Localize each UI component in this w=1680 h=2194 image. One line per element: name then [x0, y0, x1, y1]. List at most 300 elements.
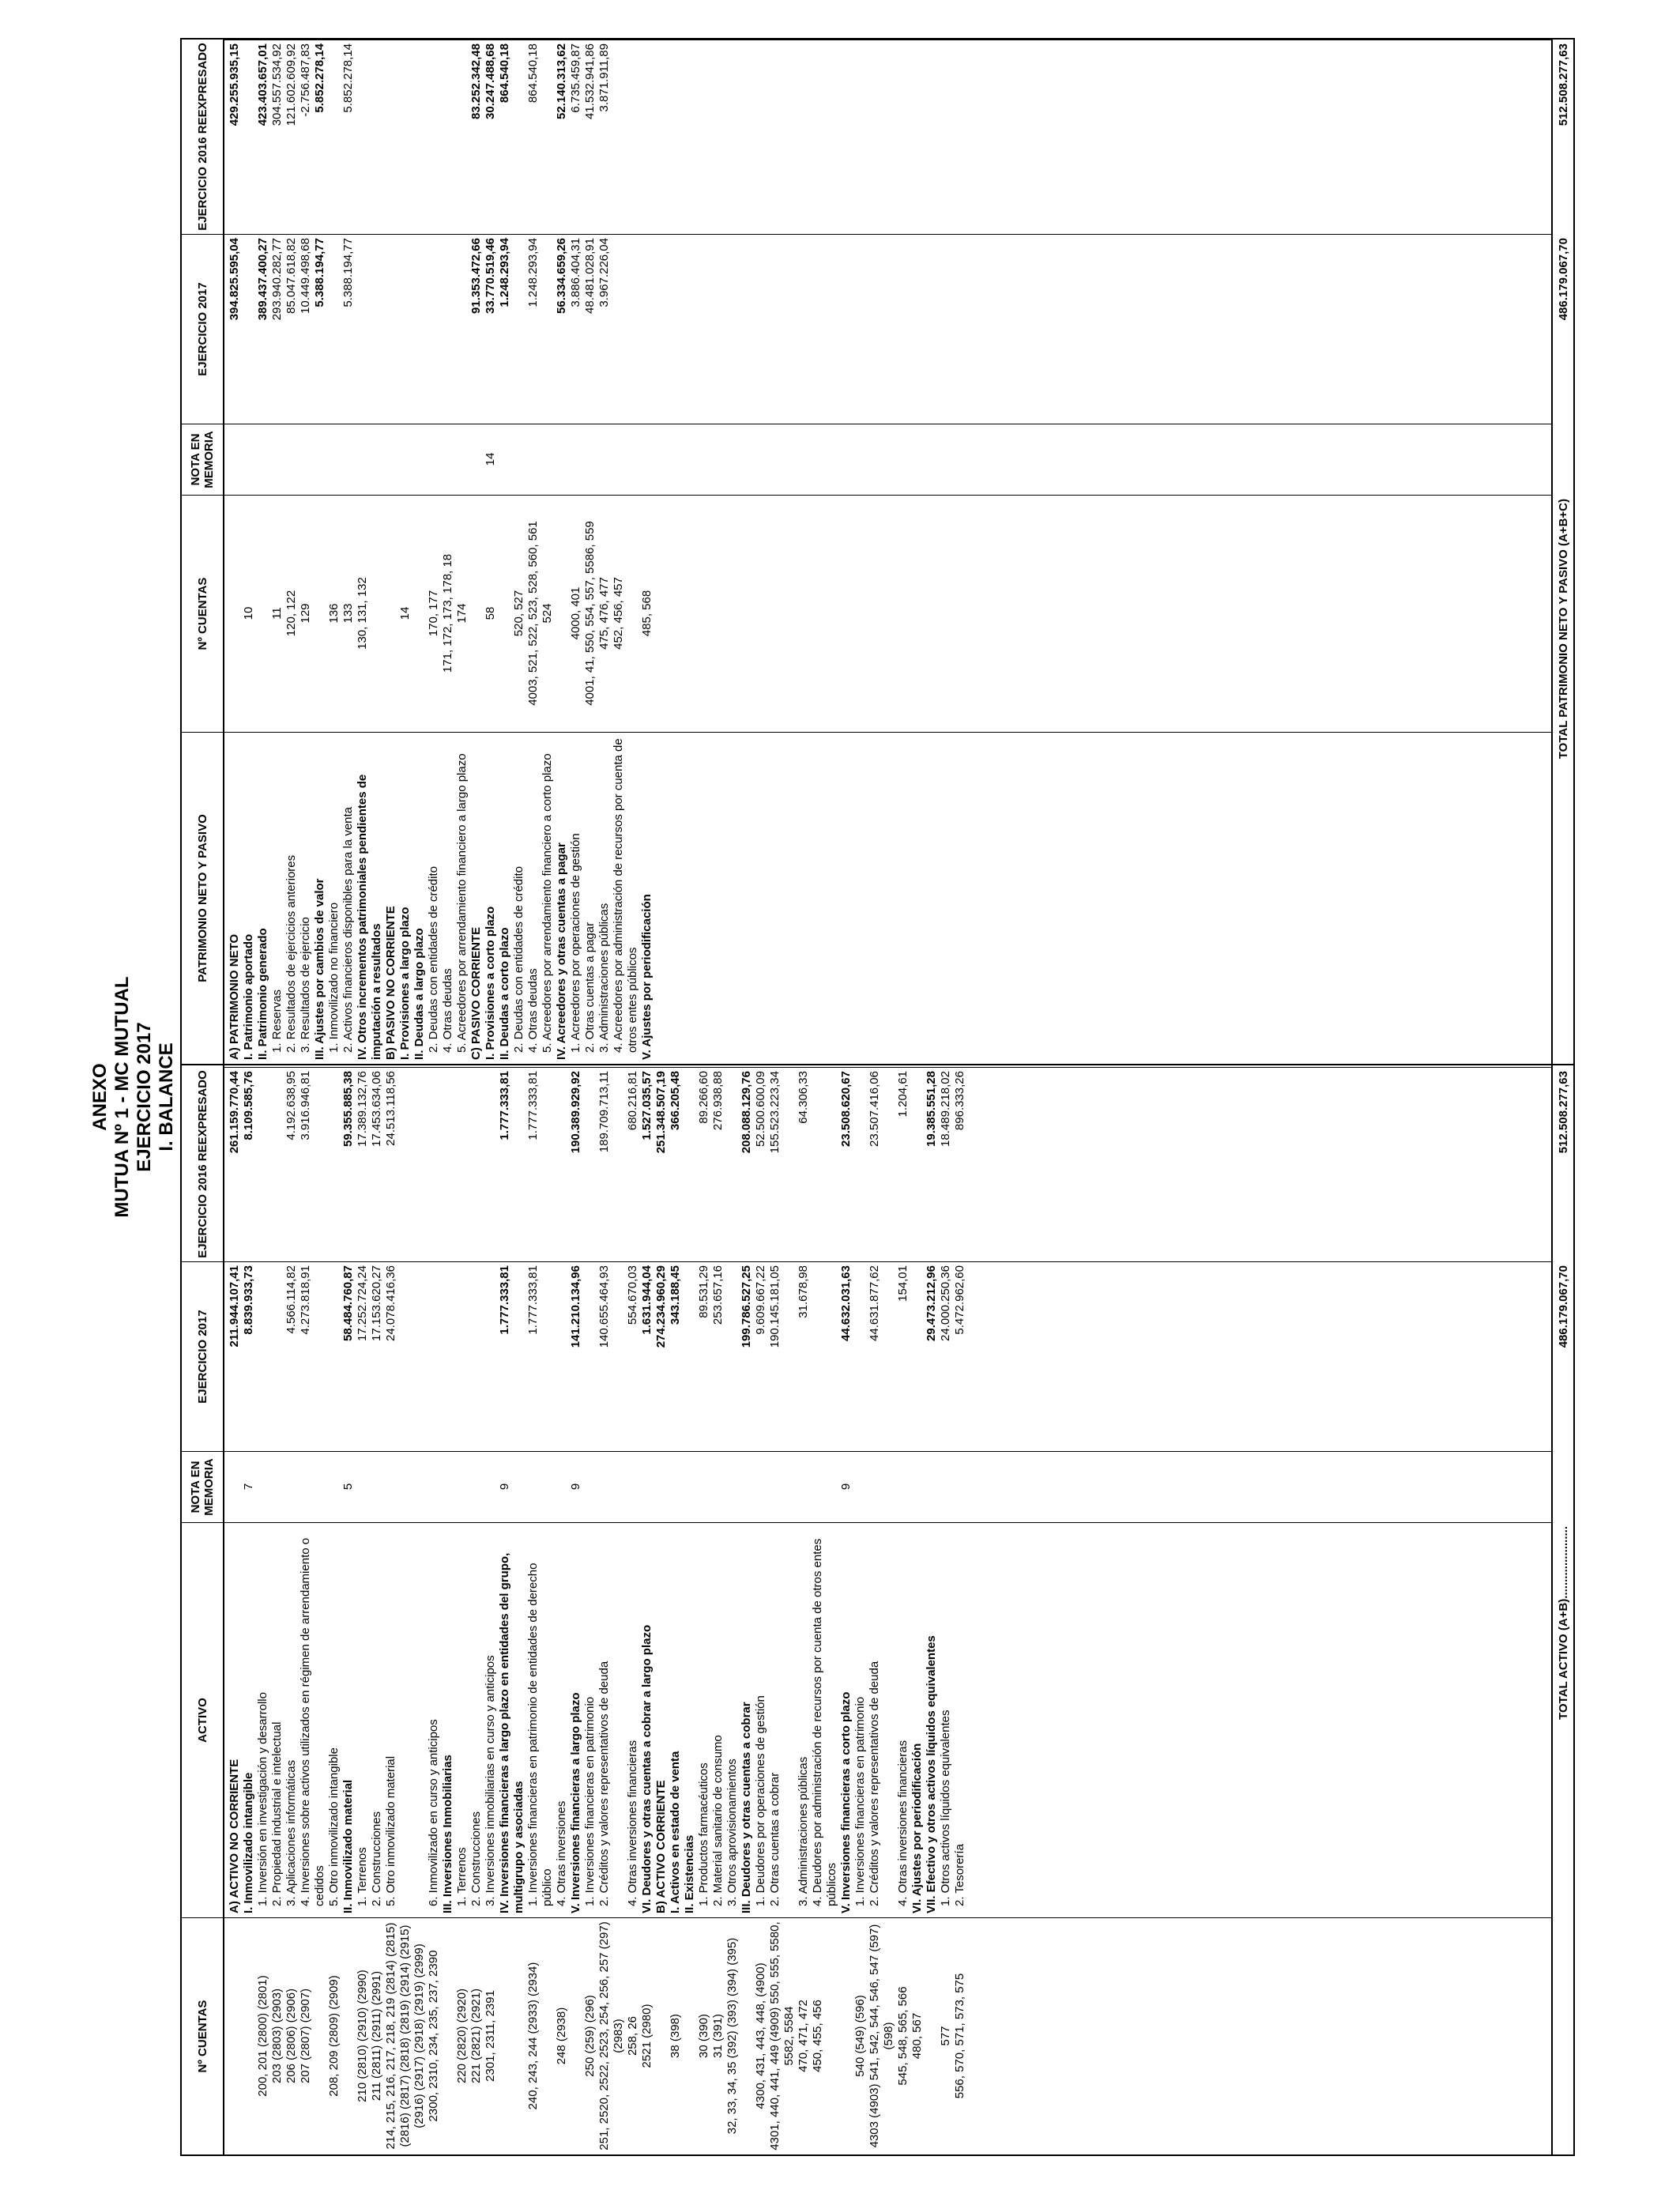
table-row — [455, 1065, 469, 2154]
value-2017: 5.388.194,77 — [313, 238, 326, 307]
note-ref — [768, 1451, 797, 1522]
pasivo-header-concepto: PATRIMONIO NETO Y PASIVO — [182, 732, 223, 1064]
note-ref — [498, 424, 512, 495]
table-row — [484, 40, 498, 1064]
value-2016: 23.507.416,06 — [868, 1071, 881, 1147]
value-2016: -2.756.487,83 — [299, 43, 312, 117]
note-ref — [270, 1451, 284, 1522]
line-item-label: 2. Deudas con entidades de crédito — [512, 866, 525, 1053]
table-row — [555, 1065, 569, 2154]
value-2016: 64.306,33 — [797, 1071, 810, 1124]
line-item-label: 1. Inversiones financieras en patrimonio de entidades de derecho público — [526, 1563, 554, 1906]
line-item-label: IV. Acreedores y otras cuentas a pagar — [555, 843, 568, 1060]
note-ref — [299, 1451, 327, 1522]
table-row — [697, 1065, 711, 2154]
value-2016 — [327, 1067, 341, 1261]
account-codes — [498, 495, 512, 732]
value-2016: 189.709.713,11 — [597, 1071, 611, 1153]
value-2017: 44.632.031,63 — [839, 1265, 853, 1341]
note-ref — [569, 424, 583, 495]
value-2017: 1.777.333,81 — [526, 1265, 540, 1335]
line-item-label: III. Deudores y otras cuentas a cobrar — [740, 1702, 753, 1913]
table-row — [925, 1065, 939, 2154]
value-2017 — [441, 234, 455, 424]
line-item-label: 3. Administraciones públicas — [597, 903, 611, 1053]
value-2017: 85.047.618,82 — [284, 238, 298, 314]
pasivo-rows — [228, 40, 654, 1064]
line-item-label: IV. Otros incrementos patrimoniales pendientes de imputación a resultados — [356, 774, 383, 1060]
table-row — [228, 40, 242, 1064]
table-row — [597, 40, 612, 1064]
note-ref — [626, 1451, 640, 1522]
value-2016: 190.389.929,92 — [569, 1071, 582, 1154]
value-2017: 141.210.134,96 — [569, 1265, 582, 1348]
account-codes: 240, 243, 244 (2933) (2934) — [526, 1962, 540, 2110]
account-codes: 31 (391) — [711, 2014, 725, 2058]
account-codes — [242, 1917, 256, 2154]
table-row — [469, 1065, 484, 2154]
value-2016: 3.916.946,81 — [299, 1071, 312, 1140]
pasivo-header-nota: NOTA EN MEMORIA — [182, 424, 223, 495]
note-ref — [953, 1451, 967, 1522]
table-row — [555, 40, 569, 1064]
value-2017 — [725, 1261, 740, 1451]
rotated-page — [89, 30, 1591, 2164]
line-item-label: 3. Otros aprovisionamientos — [725, 1759, 739, 1906]
activo-header-nota: NOTA EN MEMORIA — [182, 1451, 223, 1522]
value-2016 — [612, 40, 640, 234]
value-2016: 89.266,60 — [697, 1071, 710, 1124]
account-codes — [256, 495, 270, 732]
account-codes: 220 (2820) (2920) — [455, 1988, 469, 2084]
line-item-label: V. Ajustes por periodificación — [640, 894, 654, 1060]
account-codes: 171, 172, 173, 178, 18 — [441, 553, 454, 673]
table-row — [868, 1065, 896, 2154]
table-row — [370, 1065, 384, 2154]
account-codes: 211 (2811) (2911) (2991) — [370, 1970, 383, 2102]
header-entity: MUTUA Nº 1 - MC MUTUAL — [111, 976, 133, 1218]
account-codes — [839, 1917, 853, 2154]
note-ref — [711, 1451, 725, 1522]
value-2017 — [356, 234, 384, 424]
account-codes: 200, 201 (2800) (2801) — [256, 1975, 269, 2097]
table-row — [327, 40, 341, 1064]
value-2017: 33.770.519,46 — [484, 238, 497, 314]
value-2016: 41.532.941,86 — [583, 43, 597, 119]
note-ref — [654, 1451, 669, 1522]
account-codes: 4301, 440, 441, 449 (4909) 550, 555, 5580, 5582, 5584 — [768, 1921, 796, 2151]
line-item-label: III. Ajustes por cambios de valor — [313, 878, 326, 1060]
table-row — [896, 1065, 910, 2154]
value-2016 — [853, 1067, 868, 1261]
account-codes — [740, 1917, 754, 2154]
table-row — [740, 1065, 754, 2154]
line-item-label: 6. Inmovilizado en curso y anticipos — [427, 1719, 440, 1906]
note-ref — [697, 1451, 711, 1522]
line-item-label: I. Provisiones a corto plazo — [484, 906, 497, 1060]
table-row — [541, 40, 555, 1064]
value-2017 — [683, 1261, 697, 1451]
account-codes: 130, 131, 132 — [356, 577, 369, 650]
account-codes — [925, 1917, 939, 2154]
value-2016 — [455, 1067, 469, 1261]
table-row — [313, 40, 327, 1064]
table-row — [640, 1065, 654, 2154]
value-2017: 1.631.944,04 — [640, 1265, 654, 1335]
line-item-label: III. Inversiones Inmobiliarias — [441, 1755, 454, 1913]
value-2016: 4.192.638,95 — [284, 1071, 298, 1140]
account-codes: 520, 527 — [512, 590, 525, 637]
value-2017 — [583, 1261, 597, 1451]
activo-table — [182, 1064, 1573, 2154]
line-item-label: 2. Activos financieros disponibles para la venta — [341, 806, 355, 1053]
account-codes: 2521 (2980) — [640, 2004, 654, 2068]
account-codes: 485, 568 — [640, 590, 654, 637]
account-codes: 2300, 2310, 234, 235, 237, 2390 — [427, 1950, 440, 2122]
value-2017 — [327, 234, 341, 424]
line-item-label: 3. Aplicaciones informáticas — [284, 1759, 298, 1906]
note-ref — [441, 424, 455, 495]
line-item-label: 1. Acreedores por operaciones de gestión — [569, 833, 582, 1053]
line-item-label: IV. Inversiones financieras a largo plazo en entidades del grupo, multigrupo y asociadas — [498, 1552, 525, 1913]
table-row — [356, 40, 384, 1064]
table-row — [953, 1065, 967, 2154]
note-ref — [242, 424, 256, 495]
account-codes: 14 — [398, 606, 412, 620]
line-item-label: 2. Otras cuentas a cobrar — [768, 1772, 782, 1906]
table-row — [427, 40, 441, 1064]
note-ref — [597, 424, 612, 495]
value-2016 — [356, 40, 384, 234]
value-2016 — [811, 1067, 839, 1261]
value-2017: 199.786.527,25 — [740, 1265, 753, 1348]
table-row — [626, 1065, 640, 2154]
document-header — [89, 30, 178, 2164]
line-item-label: 2. Construcciones — [370, 1811, 383, 1906]
note-ref — [455, 1451, 469, 1522]
account-codes — [569, 1917, 583, 2154]
table-row — [341, 1065, 356, 2154]
value-2016 — [484, 1067, 498, 1261]
line-item-label: 5. Otro inmovilizado intangible — [327, 1747, 341, 1906]
value-2016 — [640, 40, 654, 234]
note-ref — [896, 1451, 910, 1522]
account-codes — [228, 495, 242, 732]
note-ref: 7 — [242, 1483, 255, 1491]
line-item-label: I. Patrimonio aportado — [242, 933, 255, 1060]
value-2016: 6.735.459,87 — [569, 43, 582, 113]
note-ref — [327, 1451, 341, 1522]
value-2016: 5.852.278,14 — [313, 43, 326, 113]
note-ref — [469, 1451, 484, 1522]
value-2017 — [455, 234, 469, 424]
account-codes — [384, 495, 398, 732]
account-codes: 129 — [299, 603, 312, 624]
note-ref — [341, 424, 356, 495]
table-row — [669, 1065, 683, 2154]
note-ref — [256, 424, 270, 495]
value-2016 — [427, 1067, 441, 1261]
value-2017 — [640, 234, 654, 424]
note-ref: 14 — [484, 452, 497, 466]
note-ref — [427, 1451, 441, 1522]
value-2017 — [811, 1261, 839, 1451]
line-item-label: I. Inmovilizado intangible — [242, 1772, 255, 1913]
table-row — [270, 1065, 284, 2154]
note-ref — [555, 1451, 569, 1522]
value-2016: 17.389.132,76 — [356, 1071, 369, 1147]
account-codes: 452, 456, 457 — [612, 577, 625, 650]
value-2017: 4.273.818,91 — [299, 1265, 312, 1335]
account-codes: 136 — [327, 603, 341, 624]
value-2017: 9.609.667,22 — [754, 1265, 767, 1335]
value-2017: 44.631.877,62 — [868, 1265, 881, 1341]
table-row — [270, 40, 284, 1064]
activo-total-row — [1551, 1065, 1573, 2154]
value-2017: 24.000.250,36 — [939, 1265, 952, 1341]
value-2017: 48.481.028,91 — [583, 238, 597, 314]
value-2016: 896.333,26 — [953, 1071, 966, 1131]
line-item-label: I. Activos en estado de venta — [669, 1751, 682, 1913]
value-2017: 1.777.333,81 — [498, 1265, 511, 1335]
line-item-label: 4. Otras deudas — [526, 968, 540, 1053]
value-2016: 1.204,61 — [896, 1071, 910, 1118]
note-ref — [228, 1451, 242, 1522]
account-codes: 221 (2821) (2921) — [469, 1988, 483, 2084]
value-2016: 251.348.507,19 — [654, 1071, 668, 1154]
note-ref: 9 — [498, 1483, 511, 1491]
line-item-label: 3. Inversiones inmobiliarias en curso y anticipos — [484, 1655, 497, 1906]
value-2016 — [583, 1067, 597, 1261]
pasivo-total-2017: 486.179.067,70 — [1556, 238, 1570, 321]
note-ref — [284, 424, 299, 495]
value-2017: 3.886.404,31 — [569, 238, 582, 307]
line-item-label: VI. Deudores y otras cuentas a cobrar a largo plazo — [640, 1624, 654, 1913]
table-row — [910, 1065, 925, 2154]
value-2016: 1.777.333,81 — [498, 1071, 511, 1140]
value-2016: 429.255.935,15 — [228, 43, 241, 126]
line-item-label: 4. Deudores por administración de recursos por cuenta de otros entes públicos — [811, 1538, 838, 1906]
table-row — [725, 1065, 740, 2154]
account-codes: 208, 209 (2809) (2909) — [327, 1975, 341, 2097]
line-item-label: 4. Otras inversiones financieras — [896, 1740, 910, 1906]
value-2016: 3.871.911,89 — [597, 43, 611, 112]
value-2017 — [256, 1261, 270, 1451]
value-2016 — [327, 40, 341, 234]
table-row — [583, 1065, 597, 2154]
line-item-label: VII. Efectivo y otros activos líquidos equivalentes — [925, 1635, 938, 1913]
line-item-label: 2. Deudas con entidades de crédito — [427, 866, 440, 1053]
table-row — [498, 1065, 526, 2154]
table-row — [768, 1065, 797, 2154]
value-2017: 190.145.181,05 — [768, 1265, 782, 1348]
note-ref — [384, 424, 398, 495]
value-2016: 30.247.488,68 — [484, 43, 497, 119]
value-2017 — [427, 234, 441, 424]
value-2017: 211.944.107,41 — [228, 1265, 241, 1348]
value-2017: 4.566.114,82 — [284, 1265, 298, 1334]
line-item-label: 5. Otro inmovilizado material — [384, 1755, 397, 1906]
table-row — [441, 40, 455, 1064]
table-row — [597, 1065, 626, 2154]
line-item-label: 5. Acreedores por arrendamiento financiero a corto plazo — [541, 753, 554, 1053]
note-ref: 9 — [839, 1483, 853, 1491]
value-2016 — [555, 1067, 569, 1261]
value-2016 — [512, 40, 526, 234]
value-2017: 58.484.760,87 — [341, 1265, 355, 1341]
account-codes: 577 — [939, 2026, 952, 2046]
value-2017 — [412, 234, 427, 424]
table-row — [484, 1065, 498, 2154]
note-ref — [512, 424, 526, 495]
table-row — [939, 1065, 953, 2154]
account-codes: 475, 476, 477 — [597, 577, 611, 650]
value-2016 — [441, 40, 455, 234]
line-item-label: C) PASIVO CORRIENTE — [469, 926, 483, 1060]
account-codes — [441, 1917, 455, 2154]
note-ref — [740, 1451, 754, 1522]
account-codes: 540 (549) (596) — [853, 1995, 867, 2077]
header-annex: ANEXO — [89, 1063, 111, 1131]
note-ref — [612, 424, 640, 495]
header-title: I. BALANCE — [156, 1042, 177, 1152]
value-2016: 18.489.218,02 — [939, 1071, 952, 1147]
value-2016: 864.540,18 — [498, 43, 511, 104]
line-item-label: A) ACTIVO NO CORRIENTE — [228, 1759, 241, 1913]
line-item-label: B) PASIVO NO CORRIENTE — [384, 906, 397, 1060]
table-row — [341, 40, 356, 1064]
table-row — [299, 40, 313, 1064]
account-codes: 2301, 2311, 2391 — [484, 1990, 497, 2082]
pasivo-total-label: TOTAL PATRIMONIO NETO Y PASIVO (A+B+C) — [1556, 499, 1570, 760]
value-2016 — [541, 40, 555, 234]
value-2017 — [427, 1261, 441, 1451]
account-codes — [555, 495, 569, 732]
value-2017 — [484, 1261, 498, 1451]
account-codes: 174 — [455, 603, 469, 624]
pasivo-body — [224, 40, 1573, 1064]
note-ref — [313, 424, 327, 495]
activo-rows — [228, 1065, 967, 2154]
account-codes: 250 (259) (296) — [583, 1995, 597, 2077]
value-2017: 89.531,29 — [697, 1265, 710, 1318]
table-row — [811, 1065, 839, 2154]
activo-header-row — [182, 1065, 224, 2154]
table-row — [612, 40, 640, 1064]
account-codes: 38 (398) — [669, 2014, 682, 2058]
account-codes: 133 — [341, 603, 355, 624]
line-item-label: 4. Inversiones sobre activos utilizados en régimen de arrendamiento o cedidos — [299, 1537, 326, 1906]
table-row — [654, 1065, 669, 2154]
line-item-label: 1. Inversión en investigación y desarrollo — [256, 1692, 269, 1906]
activo-header-2017: EJERCICIO 2017 — [182, 1261, 223, 1451]
activo-total-2016: 512.508.277,63 — [1556, 1071, 1570, 1154]
value-2017: 1.248.293,94 — [526, 238, 540, 307]
line-item-label: 4. Otras inversiones financieras — [626, 1740, 639, 1906]
line-item-label: 3. Administraciones públicas — [797, 1756, 810, 1906]
account-codes — [469, 495, 484, 732]
value-2016: 276.938,88 — [711, 1071, 725, 1131]
note-ref — [925, 1451, 939, 1522]
line-item-label: 2. Créditos y valores representativos de deuda — [868, 1661, 881, 1906]
table-row — [327, 1065, 341, 2154]
value-2016: 864.540,18 — [526, 43, 540, 104]
value-2017: 17.252.724,24 — [356, 1265, 369, 1341]
value-2017: 253.657,16 — [711, 1265, 725, 1325]
value-2017: 274.234.960,29 — [654, 1265, 668, 1348]
account-codes: 214, 215, 216, 217, 218, 219 (2814) (2815) (2816) (2817) (2818) (2819) (2914) (2915) (2916) (2917) (2918) (2919) (2999) — [384, 1922, 426, 2150]
value-2016 — [910, 1067, 925, 1261]
value-2017 — [398, 234, 412, 424]
value-2016: 59.355.885,38 — [341, 1071, 355, 1147]
table-row — [228, 1065, 242, 2154]
account-codes: 11 — [270, 607, 284, 620]
account-codes — [341, 1917, 356, 2154]
table-row — [242, 1065, 256, 2154]
value-2016 — [256, 1067, 270, 1261]
account-codes — [228, 1917, 242, 2154]
value-2016 — [725, 1067, 740, 1261]
value-2016: 24.513.118,56 — [384, 1071, 397, 1146]
account-codes: 120, 122 — [284, 590, 298, 637]
pasivo-header-2017: EJERCICIO 2017 — [182, 234, 223, 424]
value-2017: 554.670,03 — [626, 1265, 639, 1325]
table-row — [754, 1065, 768, 2154]
account-codes: 251, 2520, 2522, 2523, 254, 256, 257 (297) (2983) — [597, 1921, 625, 2151]
account-codes: 207 (2807) (2907) — [299, 1988, 312, 2084]
note-ref — [725, 1451, 740, 1522]
value-2016: 52.140.313,62 — [555, 43, 568, 119]
account-codes: 206 (2806) (2906) — [284, 1988, 298, 2084]
table-row — [640, 40, 654, 1064]
note-ref — [356, 424, 384, 495]
value-2016: 208.088.129,76 — [740, 1071, 753, 1154]
value-2017: 91.353.472,66 — [469, 238, 483, 314]
value-2017 — [327, 1261, 341, 1451]
pasivo-header-row — [182, 40, 224, 1064]
table-row — [384, 40, 398, 1064]
note-ref — [597, 1451, 626, 1522]
account-codes: 32, 33, 34, 35 (392) (393) (394) (395) — [725, 1937, 739, 2135]
account-codes: 4003, 521, 522, 523, 528, 560, 561 — [526, 521, 540, 706]
note-ref — [853, 1451, 868, 1522]
table-row — [242, 40, 256, 1064]
value-2016: 304.557.534,92 — [270, 43, 284, 126]
line-item-label: 1. Terrenos — [455, 1847, 469, 1906]
note-ref — [583, 1451, 597, 1522]
value-2016: 5.852.278,14 — [341, 43, 355, 113]
account-codes: 556, 570, 571, 573, 575 — [953, 1973, 966, 2099]
line-item-label: 1. Inmovilizado no financiero — [327, 902, 341, 1053]
note-ref — [469, 424, 484, 495]
account-codes — [313, 495, 327, 732]
line-item-label: II. Inmovilizado material — [341, 1779, 355, 1913]
value-2017 — [384, 234, 398, 424]
account-codes — [498, 1917, 526, 2154]
line-item-label: VI. Ajustes por periodificación — [910, 1743, 924, 1913]
pasivo-header-cuentas: Nº CUENTAS — [182, 495, 223, 732]
table-row — [455, 40, 469, 1064]
account-codes: 4300, 431, 443, 448, (4900) — [754, 1962, 767, 2109]
account-codes: 210 (2810) (2910) (2990) — [356, 1970, 369, 2102]
line-item-label: 1. Inversiones financieras en patrimonio — [583, 1696, 597, 1906]
value-2017: 394.825.595,04 — [228, 238, 241, 321]
note-ref — [228, 424, 242, 495]
value-2017: 293.940.282,77 — [270, 238, 284, 321]
table-row — [284, 1065, 299, 2154]
value-2017: 389.437.400,27 — [256, 238, 269, 321]
value-2017: 56.334.659,26 — [555, 238, 568, 314]
